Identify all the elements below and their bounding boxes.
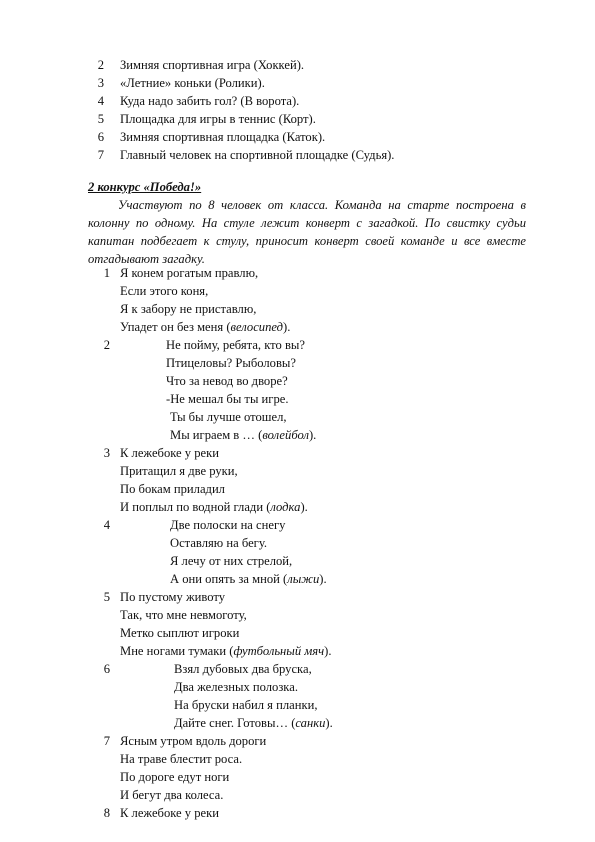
riddle-answer: лодка xyxy=(270,500,301,514)
riddle-line-pre: Дайте снег. Готовы… ( xyxy=(174,716,296,730)
riddle-line: Взял дубовых два бруска, xyxy=(174,662,312,676)
riddle-line: Так, что мне невмоготу, xyxy=(120,608,247,622)
riddle-line: На бруски набил я планки, xyxy=(174,698,318,712)
riddle-line-post: ). xyxy=(300,500,308,514)
list-number: 2 xyxy=(97,58,104,72)
riddle-line: Не пойму, ребята, кто вы? xyxy=(166,338,305,352)
riddle-line: Я лечу от них стрелой, xyxy=(170,554,293,568)
riddle-line: Оставляю на бегу. xyxy=(170,536,268,550)
riddle-answer: санки xyxy=(295,716,326,730)
riddle-line: Два железных полозка. xyxy=(174,680,298,694)
riddle-line: На траве блестит роса. xyxy=(120,752,243,766)
riddle-number: 5 xyxy=(103,590,110,604)
list-item: «Летние» коньки (Ролики). xyxy=(120,76,265,90)
riddle-line: По бокам приладил xyxy=(120,482,225,496)
riddle-line: Ясным утром вдоль дороги xyxy=(120,734,267,748)
riddle-line-pre: Упадет он без меня ( xyxy=(120,320,231,334)
riddle-number: 6 xyxy=(103,662,110,676)
riddle-line: Притащил я две руки, xyxy=(120,464,238,478)
riddle-number: 7 xyxy=(103,734,110,748)
riddle-line-post: ). xyxy=(283,320,291,334)
riddle-answer-line xyxy=(170,426,316,444)
riddle-answer-line xyxy=(120,642,332,660)
contest-description xyxy=(88,196,526,268)
riddle-line-post: ). xyxy=(319,572,327,586)
riddle-line-pre: А они опять за мной ( xyxy=(170,572,288,586)
contest-title: 2 конкурс «Победа!» xyxy=(88,180,202,194)
riddle-line: Метко сыплют игроки xyxy=(120,626,240,640)
riddle-line: Две полоски на снегу xyxy=(170,518,286,532)
list-item: Куда надо забить гол? (В ворота). xyxy=(120,94,300,108)
riddle-line-pre: Мы играем в … ( xyxy=(170,428,263,442)
riddle-answer-line xyxy=(120,498,308,516)
riddle-line: Я к забору не приставлю, xyxy=(120,302,257,316)
riddle-answer: лыжи xyxy=(287,572,320,586)
list-number: 3 xyxy=(97,76,104,90)
riddle-number: 3 xyxy=(103,446,110,460)
riddle-number: 4 xyxy=(103,518,110,532)
list-number: 4 xyxy=(97,94,104,108)
riddle-line-post: ). xyxy=(325,716,333,730)
riddle-line: К лежебоке у реки xyxy=(120,446,219,460)
riddle-line: Птицеловы? Рыболовы? xyxy=(166,356,296,370)
riddle-number: 8 xyxy=(103,806,110,820)
riddle-line: Что за невод во дворе? xyxy=(166,374,288,388)
riddle-line: Ты бы лучше отошел, xyxy=(170,410,287,424)
list-number: 6 xyxy=(97,130,104,144)
riddle-answer-line xyxy=(170,570,327,588)
riddle-answer: велосипед xyxy=(230,320,284,334)
riddle-line: К лежебоке у реки xyxy=(120,806,219,820)
riddle-number: 1 xyxy=(103,266,110,280)
contest-description-text: Участвуют по 8 человек от класса. Команда на старте построена в колонну по одному. На стуле лежит конверт с загадкой. По свистку судьи капитан подбегает к стулу, приносит конверт своей команде и все вместе отгадывают загадку. xyxy=(88,198,526,266)
riddle-line-post: ). xyxy=(324,644,332,658)
riddle-line-pre: И поплыл по водной глади ( xyxy=(120,500,271,514)
list-item: Площадка для игры в теннис (Корт). xyxy=(120,112,316,126)
list-number: 7 xyxy=(97,148,104,162)
list-item: Зимняя спортивная игра (Хоккей). xyxy=(120,58,305,72)
list-item: Главный человек на спортивной площадке (Судья). xyxy=(120,148,395,162)
list-item: Зимняя спортивная площадка (Каток). xyxy=(120,130,326,144)
riddle-line-post: ). xyxy=(308,428,317,442)
riddle-number: 2 xyxy=(103,338,110,352)
riddle-line: -Не мешал бы ты игре. xyxy=(166,392,289,406)
riddle-line: По дороге едут ноги xyxy=(120,770,230,784)
riddle-line-pre: Мне ногами тумаки ( xyxy=(120,644,234,658)
riddle-line: Если этого коня, xyxy=(120,284,209,298)
riddle-answer-line xyxy=(120,318,290,336)
list-number: 5 xyxy=(97,112,104,126)
riddle-answer-line xyxy=(174,714,333,732)
riddle-line: И бегут два колеса. xyxy=(120,788,224,802)
riddle-line: По пустому животу xyxy=(120,590,226,604)
riddle-answer: футбольный мяч xyxy=(233,644,325,658)
riddle-line: Я конем рогатым правлю, xyxy=(120,266,259,280)
riddle-answer: волейбол xyxy=(262,428,309,442)
